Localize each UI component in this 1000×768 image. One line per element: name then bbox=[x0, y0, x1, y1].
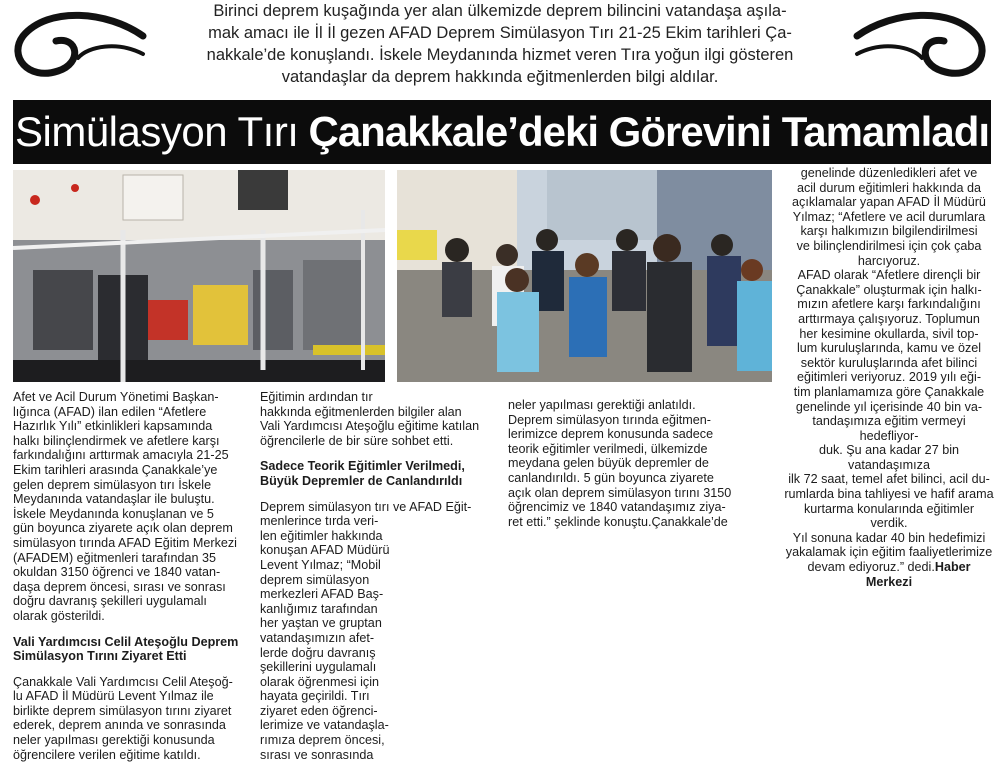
text-line: yakalamak için eğitim faaliyetlerimize bbox=[785, 545, 993, 560]
text-line: doğru davranış şekilleri uygulamalı bbox=[13, 594, 207, 609]
text-line: AFAD olarak “Afetlere dirençli bir bbox=[797, 268, 981, 283]
subheading: Büyük Depremler de Canlandırıldı bbox=[260, 473, 463, 488]
text-line: öğrencilere verilen eğitime katıldı. bbox=[13, 747, 201, 762]
text-line: acil durum eğitimleri hakkında da bbox=[796, 180, 982, 195]
text-line: (AFADEM) eğitmenleri tarafından 35 bbox=[13, 550, 216, 565]
text-line: arttırmaya çalışıyoruz. Toplumun bbox=[798, 311, 980, 326]
article-lead bbox=[150, 0, 850, 94]
text-line: Hazırlık Yılı” etkinlikleri kapsamında bbox=[13, 419, 213, 434]
text-line: birlikte deprem simülasyon tırını ziyaret bbox=[13, 703, 232, 718]
text-line: şekillerini uygulamalı bbox=[260, 660, 377, 675]
text-line-last bbox=[784, 560, 994, 589]
lead-line: mak amacı ile İl İl gezen AFAD Deprem Simülasyon Tırı 21-25 Ekim tarihleri Ça- bbox=[208, 24, 792, 42]
text-line: canlandırıldı. 5 gün boyunca ziyarete bbox=[508, 470, 714, 485]
text-line: Vali Yardımcısı Ateşoğlu eğitime katılan bbox=[260, 419, 480, 434]
subheading: Sadece Teorik Eğitimler Verilmedi, bbox=[260, 459, 465, 474]
text-line: Afet ve Acil Durum Yönetimi Başkan- bbox=[13, 390, 219, 404]
text-line: lum kuruluşlarında, kamu ve özel bbox=[796, 341, 982, 356]
photo-students-visit bbox=[397, 170, 772, 382]
text-line: menlerince tırda veri- bbox=[260, 514, 379, 529]
text-line: Eğitimin ardından tır bbox=[260, 390, 373, 404]
text-line: ve bilinçlendirilmesi için çok çaba bbox=[796, 238, 982, 253]
text-line: neler yapılması gerektiği anlatıldı. bbox=[508, 398, 696, 412]
text-line: Deprem simülasyon tırında eğitmen- bbox=[508, 412, 711, 427]
text-line: İskele Meydanında konuşlanan ve 5 bbox=[13, 506, 214, 521]
text-line: sırası ve sonrasında bbox=[260, 747, 374, 762]
text-line: lığınca (AFAD) ilan edilen “Afetlere bbox=[13, 404, 207, 419]
text-line: Yılmaz; “Afetlere ve acil durumlara bbox=[792, 209, 986, 224]
text-line: lerimizce deprem konusunda sadece bbox=[508, 427, 714, 442]
text-line: simülasyon tırında AFAD Eğitim Merkezi bbox=[13, 535, 237, 550]
headline-bold: Çanakkale’deki Görevini Tamamladı bbox=[308, 108, 990, 155]
headline-light: Simülasyon Tırı bbox=[14, 108, 299, 155]
text-line: Ekim tarihleri arasında Çanakkale’ye bbox=[13, 462, 218, 477]
text-line: rımıza deprem öncesi, bbox=[260, 733, 385, 748]
text-line: öğrencilerle de bir süre sohbet etti. bbox=[260, 433, 454, 448]
text-line: lerimize ve vatandaşla- bbox=[260, 718, 389, 733]
text-line: kurtarma konularında eğitimler verdik. bbox=[803, 501, 975, 531]
text-line: lu AFAD İl Müdürü Levent Yılmaz ile bbox=[13, 689, 214, 704]
lead-line: nakkale’de konuşlandı. İskele Meydanında hizmet veren Tıra yoğun ilgi gösteren bbox=[206, 46, 794, 64]
photo-simulation-interior bbox=[13, 170, 385, 382]
subheading: Simülasyon Tırını Ziyaret Etti bbox=[13, 649, 187, 664]
text-line: gün boyunca ziyarete açık olan deprem bbox=[13, 521, 233, 536]
text-line: tandaşımıza eğitim vermeyi hedefliyor- bbox=[812, 414, 966, 443]
text-line: daşa deprem öncesi, sırası ve sonrası bbox=[13, 579, 226, 594]
text-line: açık olan deprem simülasyon tırını 3150 bbox=[508, 485, 732, 500]
article-column-1 bbox=[13, 390, 253, 762]
text-line: halkı bilinçlendirmek ve afetlere karşı bbox=[13, 433, 220, 448]
text-line: merkezleri AFAD Baş- bbox=[260, 587, 384, 602]
text-line: ret etti.” şeklinde konuştu.Çanakkale’de bbox=[508, 514, 728, 529]
byline: Haber Merkezi bbox=[865, 560, 971, 589]
text-line: karşı halkımızın bilgilendirilmesi bbox=[800, 224, 978, 239]
text-line: okuldan 3150 öğrenci ve 1840 vatan- bbox=[13, 565, 221, 580]
text-line: Levent Yılmaz; “Mobil bbox=[260, 557, 381, 572]
text-line: olarak gösterildi. bbox=[13, 608, 105, 623]
text-line: len eğitimler hakkında bbox=[260, 528, 383, 543]
text-line: genelinde düzenledikleri afet ve bbox=[800, 166, 978, 180]
text-line: hayata geçirildi. Tırı bbox=[260, 689, 370, 704]
lead-line: Birinci deprem kuşağında yer alan ülkemizde deprem bilincini vatandaşa aşıla- bbox=[213, 2, 787, 20]
text-line: tim planlamamıza göre Çanakkale bbox=[793, 384, 985, 399]
text-line: her kesimine okullarda, sivil top- bbox=[799, 326, 979, 341]
text-line: neler yapılması gerektiği konusunda bbox=[13, 733, 215, 748]
text-line: Çanakkale Vali Yardımcısı Celil Ateşoğ- bbox=[13, 674, 233, 689]
text-line: her yaştan ve gruptan bbox=[260, 616, 382, 631]
subheading: Vali Yardımcısı Celil Ateşoğlu Deprem bbox=[13, 634, 239, 649]
text-line: Çanakkale” oluşturmak için halkı- bbox=[796, 282, 982, 297]
text-line: sektör kuruluşlarında afet bilinci bbox=[800, 355, 978, 370]
closing-text: devam ediyoruz.” dedi. bbox=[807, 560, 935, 575]
text-line: harcıyoruz. bbox=[857, 253, 921, 268]
article-column-3 bbox=[508, 398, 748, 529]
text-line: deprem simülasyon bbox=[260, 572, 370, 587]
text-line: öğrencimiz ve 1840 vatandaşımız ziya- bbox=[508, 500, 726, 515]
text-line: genelinde yıl içerisinde 40 bin va- bbox=[795, 399, 983, 414]
decorative-swirl-left-icon bbox=[8, 6, 148, 86]
text-line: ziyaret eden öğrenci- bbox=[260, 703, 378, 718]
lead-line: vatandaşlar da deprem hakkında eğitmenlerden bilgi aldılar. bbox=[281, 68, 719, 86]
text-line: olarak öğrenmesi için bbox=[260, 674, 379, 689]
text-line: hakkında eğitmenlerden bilgiler alan bbox=[260, 404, 462, 419]
text-line: lerde doğru davranış bbox=[260, 645, 376, 660]
text-line: farkındalığını arttırmak amacıyla 21-25 bbox=[13, 448, 229, 463]
text-line: rumlarda bina tahliyesi ve hafif arama bbox=[784, 487, 994, 502]
text-line: eğitimleri veriyoruz. 2019 yılı eği- bbox=[796, 370, 982, 385]
decorative-swirl-right-icon bbox=[852, 6, 992, 86]
article-column-2 bbox=[260, 390, 498, 762]
text-line: mızın afetlere karşı farkındalığını bbox=[797, 297, 981, 312]
text-line: Meydanında vatandaşlar ile buluştu. bbox=[13, 492, 215, 507]
text-line: Yıl sonuna kadar 40 bin hedefimizi bbox=[792, 530, 986, 545]
text-line: Deprem simülasyon tırı ve AFAD Eğit- bbox=[260, 499, 472, 514]
text-line: gelen deprem simülasyon tırı İskele bbox=[13, 477, 212, 492]
text-line: teorik eğitimler verilmedi, ülkemizde bbox=[508, 441, 708, 456]
article-column-4 bbox=[784, 166, 994, 589]
text-line: ilk 72 saat, temel afet bilinci, acil du- bbox=[788, 472, 990, 487]
text-line: açıklamalar yapan AFAD İl Müdürü bbox=[792, 195, 986, 210]
text-line: kanlığımız tarafından bbox=[260, 601, 378, 616]
headline-bar bbox=[13, 100, 991, 164]
text-line: vatandaşımızın afet- bbox=[260, 630, 375, 645]
text-line: konuşan AFAD Müdürü bbox=[260, 543, 390, 558]
text-line: meydana gelen büyük depremler de bbox=[508, 456, 709, 471]
text-line: ederek, deprem anında ve sonrasında bbox=[13, 718, 226, 733]
text-line: duk. Şu ana kadar 27 bin vatandaşımıza bbox=[818, 443, 960, 472]
